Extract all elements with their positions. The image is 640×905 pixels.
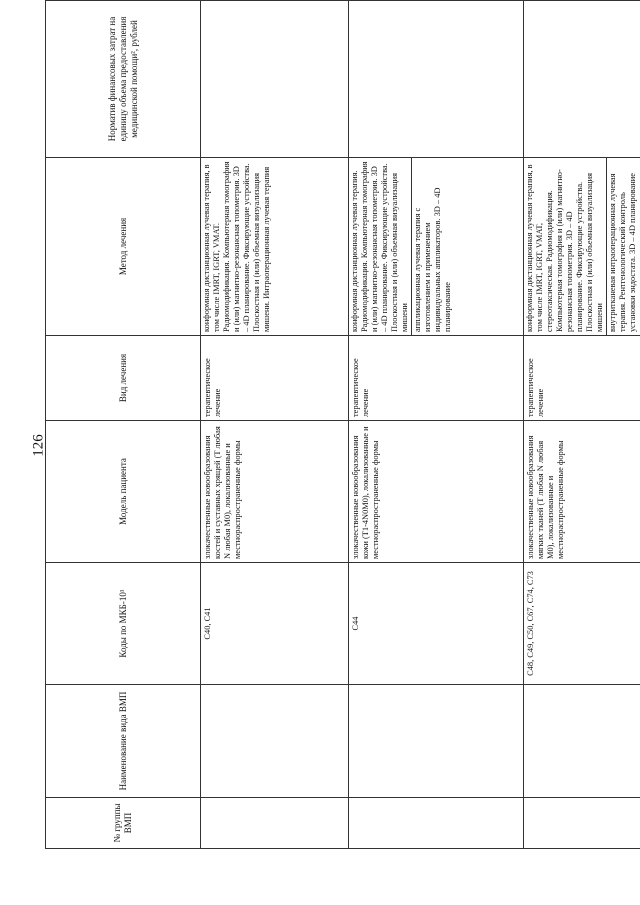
cell-group — [524, 798, 640, 849]
cell-icd-codes: C44 — [349, 563, 524, 685]
cell-patient-model: злокачественные новообразования кожи (T1-4N0M0), локализованные и местнораспространенные формы — [349, 421, 524, 563]
header-row — [46, 1, 201, 849]
cell-treatment-method — [349, 158, 524, 336]
cell-cost-norm — [349, 1, 524, 158]
cell-treatment-type: терапевтическое лечение — [524, 336, 640, 421]
cell-group — [349, 798, 524, 849]
cell-vmp-name — [201, 685, 349, 798]
cell-icd-codes: C48, C49, C50, C67, C74, C73 — [524, 563, 640, 685]
method-text: аппликационная лучевая терапия с изготовлением и применением индивидуальных аппликаторов. 3D – 4D планирование — [411, 158, 454, 335]
cell-vmp-name — [349, 685, 524, 798]
header-group-number: № группы ВМП — [46, 798, 201, 849]
cell-treatment-method — [201, 158, 349, 336]
table-row — [349, 1, 524, 849]
header-icd-codes: Коды по МКБ-10¹ — [46, 563, 201, 685]
cell-patient-model: злокачественные новообразования мягких тканей (T любая N любая M0), локализованные и местнораспространенные формы — [524, 421, 640, 563]
method-text: конформная дистанционная лучевая терапия, в том числе IMRT, IGRT, VMAT. Радиомодификация. Компьютерная томография и (или) магнитно-резонансная топометрия. 3D – 4D планирование. Фиксирующие устройства. Плоскостная и (или) объемная визуализация мишени. Интраоперационная лучевая терапия — [202, 161, 271, 332]
header-cost-norm: Норматив финансовых затрат на единицу объема предоставления медицинской помощи², рублей — [46, 1, 201, 158]
cell-patient-model: злокачественные новообразования костей и суставных хрящей (T любая N любая M0), локализованные и местнораспространенные формы — [201, 421, 349, 563]
header-treatment-method: Метод лечения — [46, 158, 201, 336]
cell-cost-norm — [524, 1, 640, 158]
cell-group — [201, 798, 349, 849]
cell-treatment-method — [524, 158, 640, 336]
cell-cost-norm — [201, 1, 349, 158]
vmp-table — [45, 0, 640, 849]
table-row — [201, 1, 349, 849]
cell-vmp-name — [524, 685, 640, 798]
header-vmp-name: Наименование вида ВМП — [46, 685, 201, 798]
header-treatment-type: Вид лечения — [46, 336, 201, 421]
table-row — [524, 1, 640, 849]
method-text: конформная дистанционная лучевая терапия. Радиомодификация. Компьютерная томография и (или) магнитно-резонансная топометрия. 3D – 4D планирование. Фиксирующие устройства. Плоскостная и (или) объемная визуализация мишени — [350, 161, 409, 332]
page-number: 126 — [30, 434, 47, 457]
cell-treatment-type: терапевтическое лечение — [201, 336, 349, 421]
method-text: конформная дистанционная лучевая терапия, в том числе IMRT, IGRT, VMAT, стереотаксическая. Радиомодификация. Компьютерная томография и (или) магнитно-резонансная топометрия. 3D – 4D планирование. Фиксирующие устройства. Плоскостная и (или) объемная визуализация мишени — [525, 164, 604, 332]
cell-treatment-type: терапевтическое лечение — [349, 336, 524, 421]
cell-icd-codes: C40, C41 — [201, 563, 349, 685]
method-text: внутритканевая интраоперационная лучевая терапия. Рентгенологический контроль установки эндостата. 3D – 4D планирование — [606, 158, 639, 335]
header-patient-model: Модель пациента — [46, 421, 201, 563]
